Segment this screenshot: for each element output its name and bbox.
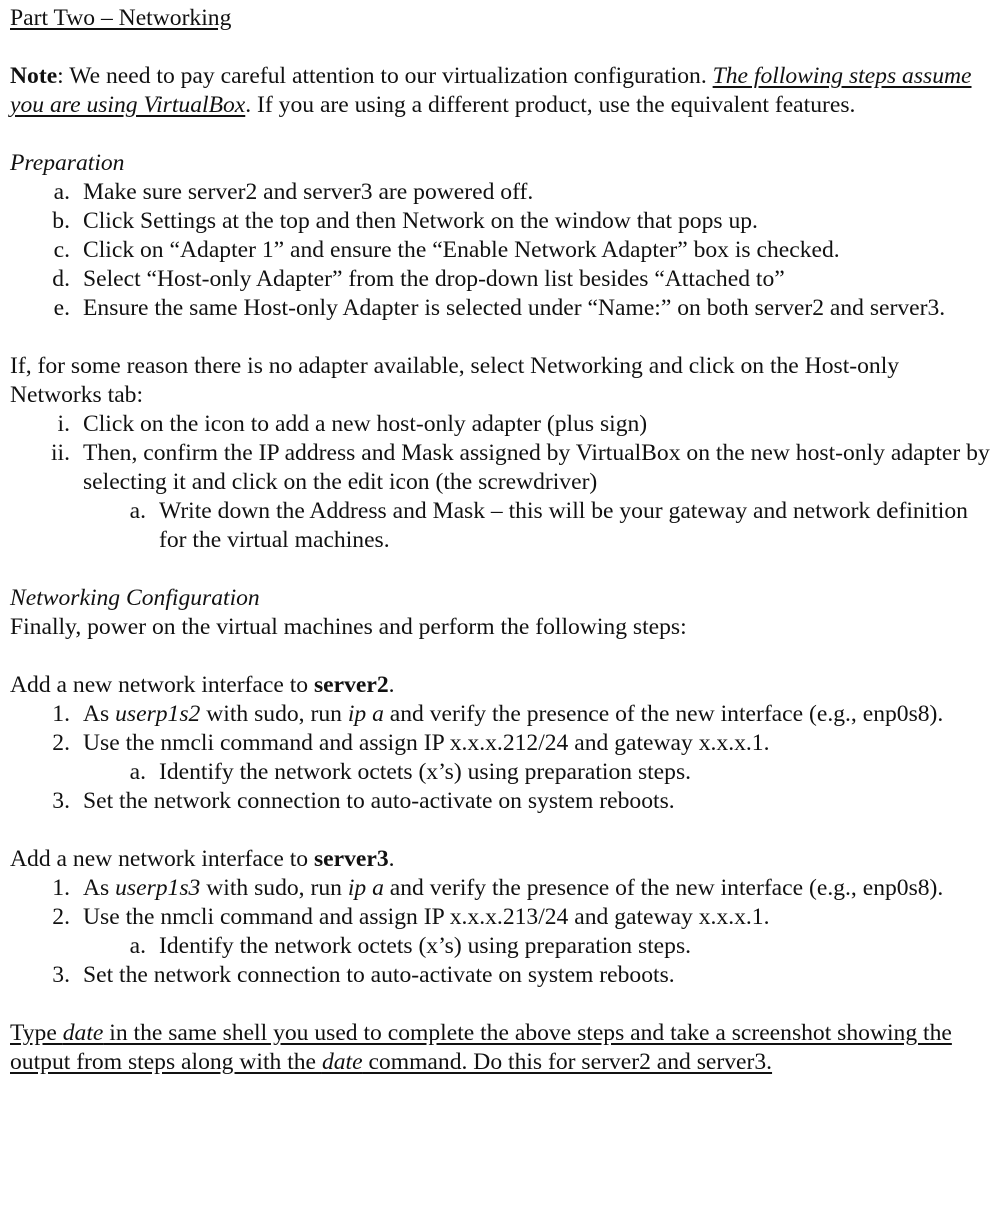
list-item: e. Ensure the same Host-only Adapter is selected under “Name:” on both server2 and server3.: [53, 295, 946, 321]
list-item: b. Click Settings at the top and then Network on the window that pops up.: [52, 208, 758, 234]
server3-steps: [10, 874, 990, 990]
list-item: a. Make sure server2 and server3 are powered off.: [53, 179, 534, 205]
list-item: 1. As userp1s3 with sudo, run ip a and verify the presence of the new interface (e.g., enp0s8).: [52, 875, 944, 901]
preparation-list: [10, 178, 990, 323]
list-item: 1. As userp1s2 with sudo, run ip a and verify the presence of the new interface (e.g., enp0s8).: [52, 701, 944, 727]
server2-steps: [10, 700, 990, 816]
list-item: d. Select “Host-only Adapter” from the drop-down list besides “Attached to”: [52, 266, 785, 292]
list-item: a. Identify the network octets (x’s) using preparation steps.: [129, 759, 692, 785]
preparation-heading: Preparation: [10, 150, 125, 176]
list-item: ii. Then, confirm the IP address and Mask assigned by VirtualBox on the new host-only adapter by selecting it and click on the edit icon (the screwdriver): [50, 440, 990, 495]
server3-intro: Add a new network interface to server3.: [10, 846, 395, 872]
fallback-intro: If, for some reason there is no adapter available, select Networking and click on the Host-only Networks tab:: [10, 353, 900, 408]
final-instruction: Type date in the same shell you used to complete the above steps and take a screenshot showing the output from steps along with the date command. Do this for server2 and server3.: [10, 1020, 952, 1075]
server2-intro: Add a new network interface to server2.: [10, 672, 395, 698]
networking-heading: Networking Configuration: [10, 585, 260, 611]
page-title: Part Two – Networking: [10, 5, 232, 31]
note-label: Note: [10, 63, 58, 89]
list-item: 3. Set the network connection to auto-activate on system reboots.: [52, 962, 675, 988]
list-item: a. Write down the Address and Mask – this will be your gateway and network definition for the virtual machines.: [129, 498, 968, 553]
list-item: c. Click on “Adapter 1” and ensure the “Enable Network Adapter” box is checked.: [53, 237, 840, 263]
list-item: 3. Set the network connection to auto-activate on system reboots.: [52, 788, 675, 814]
list-item: a. Identify the network octets (x’s) using preparation steps.: [129, 933, 692, 959]
note-paragraph: Note: We need to pay careful attention to our virtualization configuration. The following steps assume you are using VirtualBox. If you are using a different product, use the equivalent features.: [10, 63, 972, 118]
networking-intro: Finally, power on the virtual machines and perform the following steps:: [10, 614, 687, 640]
virtualbox-assumption: The following steps assume you are using VirtualBox: [10, 63, 972, 118]
fallback-list: [10, 410, 990, 555]
list-item: i. Click on the icon to add a new host-only adapter (plus sign): [57, 411, 648, 437]
list-item: 2. Use the nmcli command and assign IP x.x.x.212/24 and gateway x.x.x.1.: [52, 730, 770, 756]
list-item: 2. Use the nmcli command and assign IP x.x.x.213/24 and gateway x.x.x.1.: [52, 904, 770, 930]
